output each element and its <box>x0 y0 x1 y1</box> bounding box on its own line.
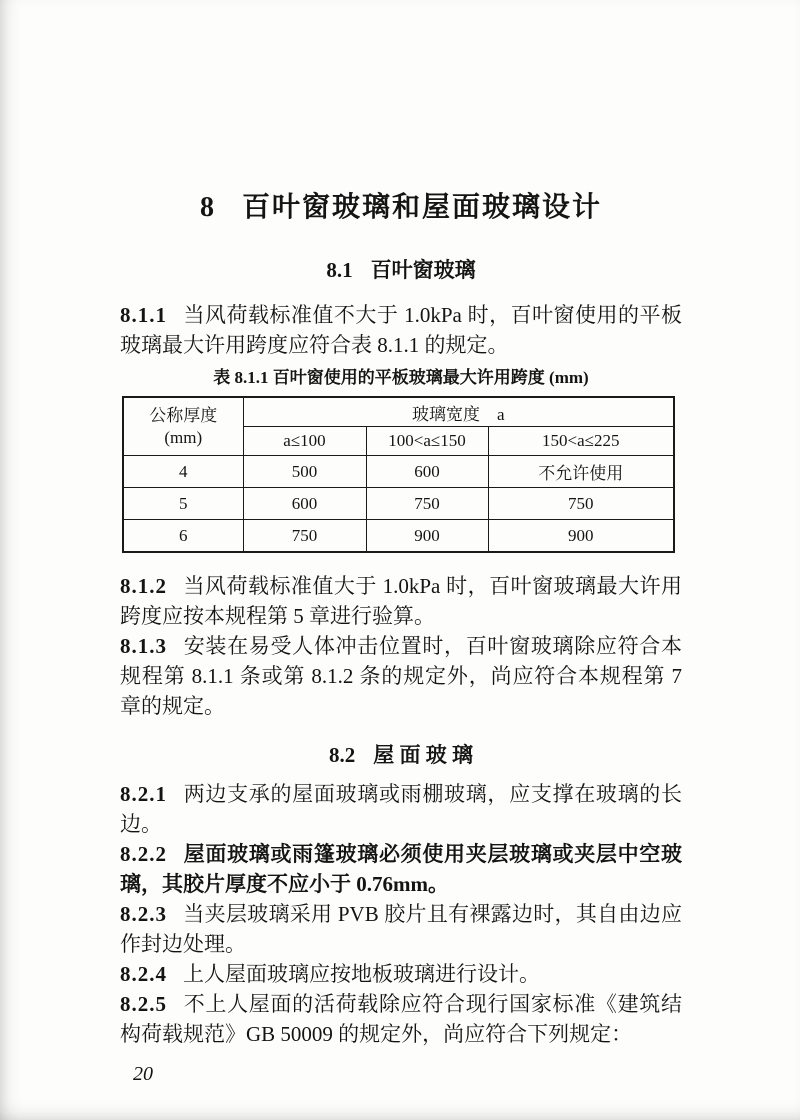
chapter-number: 8 <box>199 192 216 223</box>
clause-8-2-4 <box>120 959 682 989</box>
clause-number: 8.1.2 <box>120 574 167 598</box>
clause-8-1-2 <box>120 571 682 631</box>
cell-thickness: 6 <box>123 520 243 553</box>
clause-8-1-3 <box>120 631 682 721</box>
section-title-text: 屋 面 玻 璃 <box>373 743 473 767</box>
clause-8-2-2 <box>120 839 682 899</box>
section-number: 8.2 <box>329 743 356 767</box>
clause-text: 当风荷载标准值不大于 1.0kPa 时，百叶窗使用的平板玻璃最大许用跨度应符合表 8.1.1 的规定。 <box>120 303 682 357</box>
chapter-title <box>120 0 682 226</box>
section-heading-8-2 <box>120 741 682 769</box>
cell-value: 750 <box>488 488 674 520</box>
clause-8-2-5 <box>120 989 682 1049</box>
clause-number: 8.2.3 <box>120 902 167 926</box>
section-heading-8-1 <box>120 256 682 284</box>
clause-text: 不上人屋面的活荷载除应符合现行国家标准《建筑结构荷载规范》GB 50009 的规定外，尚应符合下列规定： <box>120 992 682 1046</box>
clause-8-1-1 <box>120 300 682 360</box>
cell-thickness: 5 <box>123 488 243 520</box>
table-row <box>123 488 674 520</box>
cell-value: 900 <box>366 520 488 553</box>
header-cell-col1: a≤100 <box>243 427 366 456</box>
clause-number: 8.2.2 <box>120 842 167 866</box>
cell-value: 500 <box>243 456 366 488</box>
clause-8-2-3 <box>120 899 682 959</box>
clause-text: 屋面玻璃或雨篷玻璃必须使用夹层玻璃或夹层中空玻璃，其胶片厚度不应小于 0.76mm。 <box>120 842 682 896</box>
cell-value: 600 <box>366 456 488 488</box>
section-number: 8.1 <box>326 258 353 282</box>
clause-text: 当风荷载标准值大于 1.0kPa 时，百叶窗玻璃最大许用跨度应按本规程第 5 章进行验算。 <box>120 574 682 628</box>
table-row <box>123 456 674 488</box>
table-caption: 表 8.1.1 百叶窗使用的平板玻璃最大许用跨度 (mm) <box>213 368 589 387</box>
clause-text: 上人屋面玻璃应按地板玻璃进行设计。 <box>183 962 540 986</box>
header-cell-thickness <box>123 397 243 456</box>
header-cell-col2: 100<a≤150 <box>366 427 488 456</box>
cell-thickness: 4 <box>123 456 243 488</box>
header-cell-width-group: 玻璃宽度 a <box>243 397 674 427</box>
chapter-title-text: 百叶窗玻璃和屋面玻璃设计 <box>241 192 602 223</box>
clause-number: 8.2.1 <box>120 782 167 806</box>
span-limits-table <box>122 396 675 553</box>
page-number: 20 <box>133 1063 153 1085</box>
cell-value: 750 <box>243 520 366 553</box>
cell-value: 600 <box>243 488 366 520</box>
clause-number: 8.2.5 <box>120 992 167 1016</box>
header-thickness-unit: (mm) <box>164 427 203 447</box>
cell-value: 900 <box>488 520 674 553</box>
table-header-row-1 <box>123 397 674 427</box>
section-title-text: 百叶窗玻璃 <box>370 258 476 282</box>
cell-value: 不允许使用 <box>488 456 674 488</box>
clause-8-2-1 <box>120 779 682 839</box>
clause-number: 8.1.3 <box>120 634 167 658</box>
header-cell-col3: 150<a≤225 <box>488 427 674 456</box>
clause-text: 当夹层玻璃采用 PVB 胶片且有裸露边时，其自由边应作封边处理。 <box>120 902 682 956</box>
clause-text: 两边支承的屋面玻璃或雨棚玻璃，应支撑在玻璃的长边。 <box>120 782 682 836</box>
page-content <box>120 0 682 1087</box>
clause-text: 安装在易受人体冲击位置时，百叶窗玻璃除应符合本规程第 8.1.1 条或第 8.1.2 条的规定外，尚应符合本规程第 7 章的规定。 <box>120 634 682 718</box>
clause-number: 8.2.4 <box>120 962 167 986</box>
clause-number: 8.1.1 <box>120 303 167 327</box>
cell-value: 750 <box>366 488 488 520</box>
header-thickness-label: 公称厚度 <box>149 405 218 425</box>
table-row <box>123 520 674 553</box>
